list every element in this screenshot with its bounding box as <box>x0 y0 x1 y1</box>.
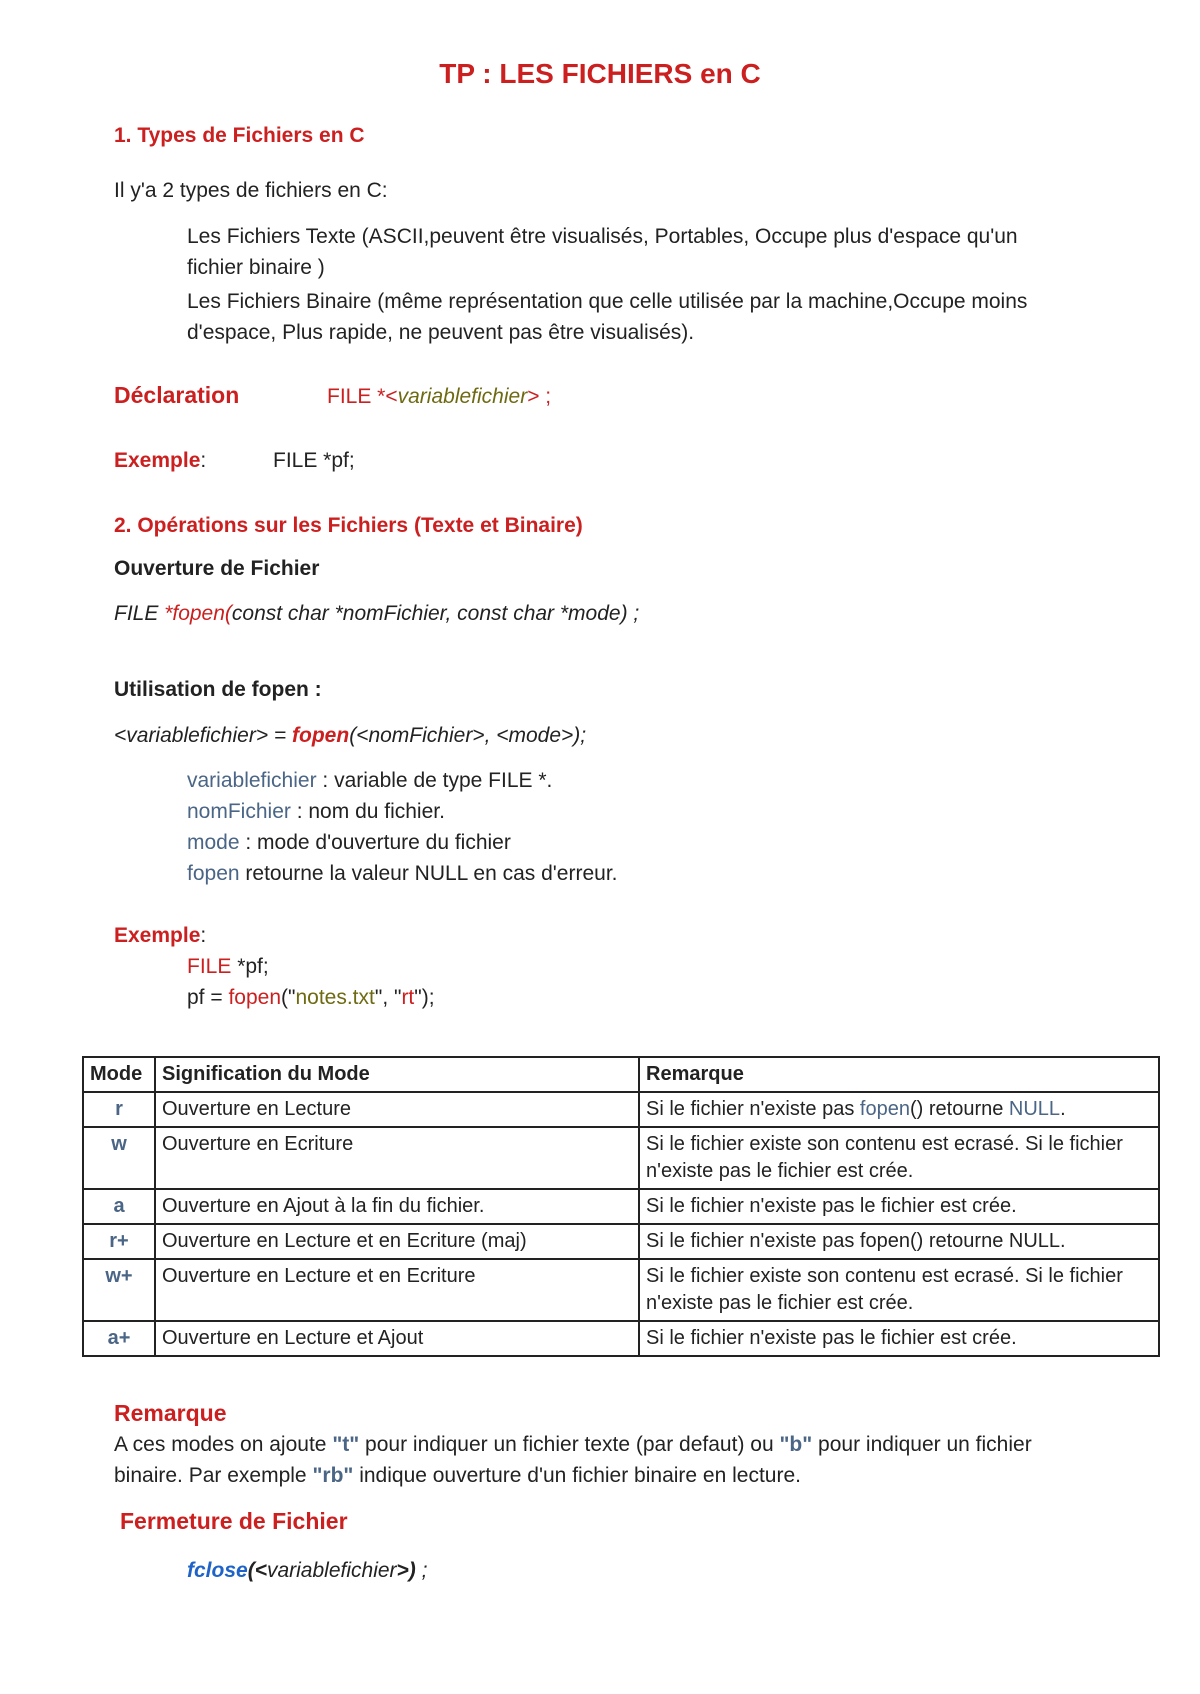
fichier-binaire-line2: d'espace, Plus rapide, ne peuvent pas être visualisés). <box>187 321 695 344</box>
table-header-row <box>83 1057 1159 1092</box>
table-row <box>83 1224 1159 1259</box>
param-row <box>187 827 511 858</box>
usage-left: <variablefichier> = <box>114 724 293 747</box>
prototype-file: FILE <box>114 602 165 625</box>
fclose-var: variablefichier <box>266 1559 397 1582</box>
fclose-paren-open: (< <box>247 1559 267 1582</box>
remarque-heading: Remarque <box>114 1400 227 1426</box>
fclose-paren-close: >) <box>396 1559 416 1582</box>
fclose-semi: ; <box>415 1559 428 1582</box>
signification-cell: Ouverture en Lecture <box>155 1092 639 1127</box>
prototype-args: const char *nomFichier, const char *mode) ; <box>231 602 640 625</box>
declaration-code-var: variablefichier <box>397 385 528 408</box>
null-keyword: NULL <box>1008 1098 1061 1120</box>
param-desc: : variable de type FILE *. <box>316 769 553 792</box>
fopen-keyword: fopen <box>859 1098 910 1120</box>
exemple2-fopen: fopen <box>228 986 282 1009</box>
mode-cell: a+ <box>83 1321 155 1356</box>
declaration-code <box>327 381 551 412</box>
remarque-line1-c: pour indiquer un fichier <box>812 1433 1032 1456</box>
exemple1-label: Exemple <box>114 449 201 472</box>
signification-cell: Ouverture en Ecriture <box>155 1127 639 1189</box>
table-header-remarque: Remarque <box>639 1057 1159 1092</box>
fclose-keyword: fclose <box>187 1559 248 1582</box>
remarque-b-flag: "b" <box>779 1433 813 1456</box>
exemple2-colon: : <box>200 924 207 947</box>
exemple1-code: FILE *pf; <box>273 449 355 472</box>
mode-cell: r <box>83 1092 155 1127</box>
declaration-code-prefix: FILE *< <box>327 385 398 408</box>
exemple2-file-keyword: FILE <box>187 955 232 978</box>
utilisation-heading: Utilisation de fopen : <box>114 678 322 701</box>
exemple2-line2-d: "); <box>414 986 435 1009</box>
mode-cell: w+ <box>83 1259 155 1321</box>
table-row <box>83 1127 1159 1189</box>
remarque-cell: Si le fichier existe son contenu est ecrasé. Si le fichier n'existe pas le fichier est crée. <box>639 1127 1159 1189</box>
exemple2-label: Exemple <box>114 924 201 947</box>
exemple2-line2-b: (" <box>281 986 296 1009</box>
remarque-cell: Si le fichier n'existe pas le fichier est crée. <box>639 1189 1159 1224</box>
section1-intro: Il y'a 2 types de fichiers en C: <box>114 179 388 202</box>
exemple2-mode: rt <box>401 986 415 1009</box>
exemple1-colon: : <box>200 449 207 472</box>
signification-cell: Ouverture en Ajout à la fin du fichier. <box>155 1189 639 1224</box>
fichier-texte-line2: fichier binaire ) <box>187 256 325 279</box>
param-row <box>187 765 552 796</box>
fichier-binaire-line1: Les Fichiers Binaire (même représentation que celle utilisée par la machine,Occupe moins <box>187 290 1028 313</box>
declaration-code-suffix: > ; <box>527 385 552 408</box>
fopen-prototype <box>114 598 639 629</box>
remarque-t-flag: "t" <box>332 1433 360 1456</box>
table-header-signification: Signification du Mode <box>155 1057 639 1092</box>
mode-cell: r+ <box>83 1224 155 1259</box>
remarque-line2-a: binaire. Par exemple <box>114 1464 313 1487</box>
exemple2-line1-rest: *pf; <box>231 955 269 978</box>
table-header-mode: Mode <box>83 1057 155 1092</box>
param-desc: : nom du fichier. <box>290 800 445 823</box>
remarque-cell: Si le fichier n'existe pas le fichier est crée. <box>639 1321 1159 1356</box>
exemple2-label-wrap <box>114 920 206 951</box>
remarque-rb-flag: "rb" <box>312 1464 354 1487</box>
table-row <box>83 1321 1159 1356</box>
section2-heading: 2. Opérations sur les Fichiers (Texte et Binaire) <box>114 514 583 537</box>
mode-cell: w <box>83 1127 155 1189</box>
prototype-fopen: *fopen( <box>164 602 232 625</box>
param-row <box>187 796 445 827</box>
param-row <box>187 858 618 889</box>
signification-cell: Ouverture en Lecture et en Ecriture (maj) <box>155 1224 639 1259</box>
exemple2-line2-a: pf = <box>187 986 229 1009</box>
remarque-line1-b: pour indiquer un fichier texte (par defaut) ou <box>359 1433 780 1456</box>
table-row <box>83 1259 1159 1321</box>
fichier-texte-line1: Les Fichiers Texte (ASCII,peuvent être visualisés, Portables, Occupe plus d'espace qu'un <box>187 225 1018 248</box>
ouverture-heading: Ouverture de Fichier <box>114 557 320 580</box>
usage-args: (<nomFichier>, <mode>); <box>349 724 587 747</box>
fopen-usage <box>114 720 586 751</box>
remarque-cell: Si le fichier n'existe pas fopen() retourne NULL. <box>639 1092 1159 1127</box>
exemple2-line2 <box>187 982 435 1013</box>
exemple2-line2-c: ", " <box>374 986 402 1009</box>
exemple2-filename: notes.txt <box>295 986 375 1009</box>
page-title: TP : LES FICHIERS en C <box>439 58 761 89</box>
param-desc: retourne la valeur NULL en cas d'erreur. <box>239 862 618 885</box>
fclose-usage <box>187 1555 427 1586</box>
mode-cell: a <box>83 1189 155 1224</box>
usage-fopen: fopen <box>292 724 350 747</box>
param-name: mode <box>187 831 240 854</box>
section1-heading: 1. Types de Fichiers en C <box>114 124 365 147</box>
remarque-cell: Si le fichier n'existe pas fopen() retourne NULL. <box>639 1224 1159 1259</box>
signification-cell: Ouverture en Lecture et Ajout <box>155 1321 639 1356</box>
param-name: nomFichier <box>187 800 291 823</box>
param-desc: : mode d'ouverture du fichier <box>239 831 511 854</box>
remarque-cell: Si le fichier existe son contenu est ecrasé. Si le fichier n'existe pas le fichier est crée. <box>639 1259 1159 1321</box>
param-name: variablefichier <box>187 769 317 792</box>
exemple1-label-wrap <box>114 445 206 476</box>
param-name: fopen <box>187 862 240 885</box>
modes-table <box>82 1056 1160 1357</box>
table-row <box>83 1092 1159 1127</box>
exemple2-line1 <box>187 951 269 982</box>
remarque-line2 <box>114 1460 801 1491</box>
remarque-line1-a: A ces modes on ajoute <box>114 1433 333 1456</box>
declaration-label: Déclaration <box>114 382 240 408</box>
table-row <box>83 1189 1159 1224</box>
remarque-line2-b: indique ouverture d'un fichier binaire en lecture. <box>353 1464 801 1487</box>
signification-cell: Ouverture en Lecture et en Ecriture <box>155 1259 639 1321</box>
fermeture-heading: Fermeture de Fichier <box>120 1508 348 1534</box>
remarque-line1 <box>114 1429 1032 1460</box>
